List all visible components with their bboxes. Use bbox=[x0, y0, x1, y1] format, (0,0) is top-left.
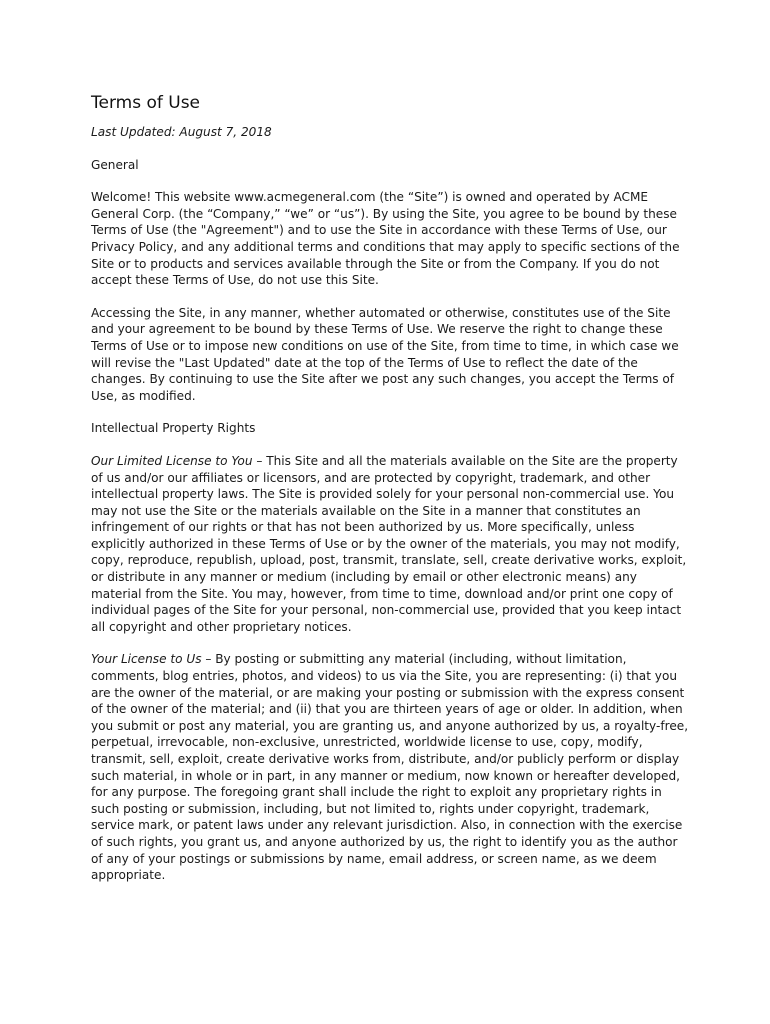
limited-license-text: – This Site and all the materials available on the Site are the property of us and/or our affiliates or licensors, and are protected by copyright, trademark, and other intellectual property laws. The Site is provided solely for your personal non-commercial use. You may not use the Site or the materials available on the Site in a manner that constitutes an infringement of our rights or that has not been authorized by us. More specifically, unless explicitly authorized in these Terms of Use or by the owner of the materials, you may not modify, copy, reproduce, republish, upload, post, transmit, translate, sell, create derivative works, exploit, or distribute in any manner or medium (including by email or other electronic means) any material from the Site. You may, however, from time to time, download and/or print one copy of individual pages of the Site for your personal, non-commercial use, provided that you keep intact all copyright and other proprietary notices. bbox=[91, 453, 687, 634]
your-license-lead: Your License to Us bbox=[91, 652, 202, 667]
section-heading-intellectual-property: Intellectual Property Rights bbox=[91, 421, 256, 436]
page-title: Terms of Use bbox=[91, 93, 201, 113]
your-license-text: – By posting or submitting any material (including, without limitation, comments, blog entries, photos, and videos) to us via the Site, you are representing: (i) that you are the owner of the material, or are making your posting or submission with the express consent of the owner of the material; and (ii) that you are thirteen years of age or older. In addition, when you submit or post any material, you are granting us, and anyone authorized by us, a royalty-free, perpetual, irrevocable, non-exclusive, unrestricted, worldwide license to use, copy, modify, transmit, sell, exploit, create derivative works from, distribute, and/or publicly perform or display such material, in whole or in part, in any manner or medium, now known or hereafter developed, for any purpose. The foregoing grant shall include the right to exploit any proprietary rights in such posting or submission, including, but not limited to, rights under copyright, trademark, service mark, or patent laws under any relevant jurisdiction. Also, in connection with the exercise of such rights, you grant us, and anyone authorized by us, the right to identify you as the author of any of your postings or submissions by name, email address, or screen name, as we deem appropriate. bbox=[91, 652, 689, 883]
last-updated-date: Last Updated: August 7, 2018 bbox=[91, 125, 272, 139]
your-license-paragraph bbox=[91, 651, 691, 883]
terms-document bbox=[91, 92, 691, 900]
limited-license-paragraph bbox=[91, 453, 691, 636]
section-heading-general: General bbox=[91, 157, 139, 172]
limited-license-lead: Our Limited License to You bbox=[91, 453, 253, 468]
general-paragraph-2: Accessing the Site, in any manner, whether automated or otherwise, constitutes use of the Site and your agreement to be bound by these Terms of Use. We reserve the right to change these Terms of Use or to impose new conditions on use of the Site, from time to time, in which case we will revise the "Last Updated" date at the top of the Terms of Use to reflect the date of the changes. By continuing to use the Site after we post any such changes, you accept the Terms of Use, as modified. bbox=[91, 305, 679, 403]
general-paragraph-1: Welcome! This website www.acmegeneral.com (the “Site”) is owned and operated by ACME General Corp. (the “Company,” “we” or “us”). By using the Site, you agree to be bound by these Terms of Use (the "Agreement") and to use the Site in accordance with these Terms of Use, our Privacy Policy, and any additional terms and conditions that may apply to specific sections of the Site or to products and services available through the Site or from the Company. If you do not accept these Terms of Use, do not use this Site. bbox=[91, 190, 680, 288]
